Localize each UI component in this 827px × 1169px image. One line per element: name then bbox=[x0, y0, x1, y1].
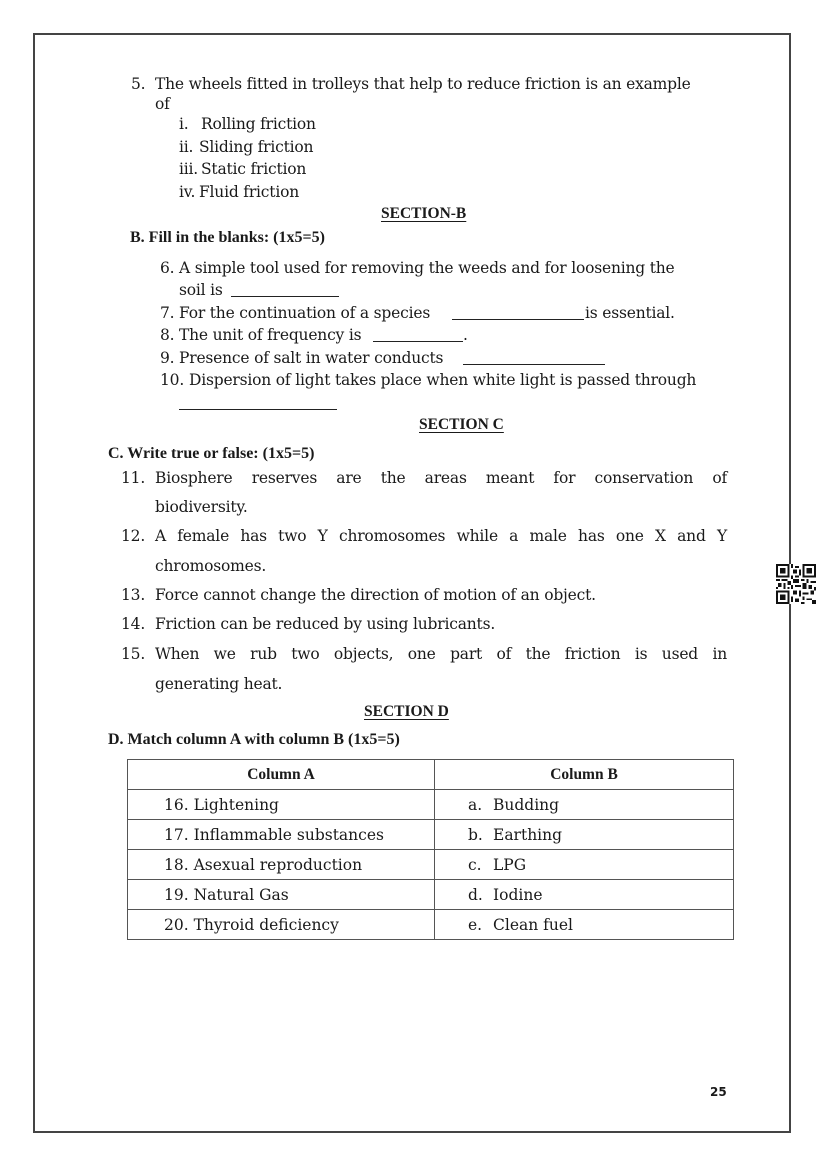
question-text-cont: generating heat. bbox=[155, 675, 283, 693]
option-letter: e. bbox=[468, 915, 483, 934]
option-letter: d. bbox=[468, 885, 483, 904]
column-a-cell: 16. Lightening bbox=[128, 790, 435, 820]
column-b-cell bbox=[435, 910, 734, 940]
question-text: Presence of salt in water conducts bbox=[179, 349, 444, 367]
question-text-cont: biodiversity. bbox=[155, 498, 248, 516]
question-text: For the continuation of a species bbox=[179, 304, 431, 322]
question-number: 11. bbox=[121, 469, 146, 487]
section-title: SECTION C bbox=[419, 416, 504, 433]
answer-blank[interactable] bbox=[373, 327, 463, 342]
question-number: 13. bbox=[121, 586, 146, 604]
page-number: 25 bbox=[710, 1085, 727, 1099]
table-header-row bbox=[128, 760, 734, 790]
column-a-cell: 18. Asexual reproduction bbox=[128, 850, 435, 880]
question-number: 10. bbox=[160, 371, 185, 389]
option-label: Sliding friction bbox=[199, 138, 314, 156]
column-b-cell bbox=[435, 880, 734, 910]
answer-blank[interactable] bbox=[452, 305, 584, 320]
option-label: Static friction bbox=[201, 160, 307, 178]
section-heading: B. Fill in the blanks: (1x5=5) bbox=[130, 229, 325, 246]
question-text: The wheels fitted in trolleys that help to reduce friction is an example bbox=[155, 75, 691, 93]
question-number: 5. bbox=[131, 75, 146, 93]
match-table bbox=[127, 759, 734, 940]
option-value: Budding bbox=[493, 795, 560, 814]
answer-blank[interactable] bbox=[463, 350, 605, 365]
section-heading: C. Write true or false: (1x5=5) bbox=[108, 445, 315, 462]
question-text: Dispersion of light takes place when white light is passed through bbox=[189, 371, 697, 389]
option-value: Earthing bbox=[493, 825, 563, 844]
column-a-cell: 17. Inflammable substances bbox=[128, 820, 435, 850]
section-heading: D. Match column A with column B (1x5=5) bbox=[108, 731, 400, 748]
option-value: LPG bbox=[493, 855, 527, 874]
qr-code-icon[interactable] bbox=[776, 564, 816, 604]
question-text: A female has two Y chromosomes while a male has one X and Y bbox=[155, 527, 727, 545]
question-text: The unit of frequency is bbox=[179, 326, 362, 344]
question-text: Force cannot change the direction of motion of an object. bbox=[155, 586, 596, 604]
option-label: Fluid friction bbox=[199, 183, 299, 201]
question-text-cont: of bbox=[155, 95, 170, 113]
question-text-after: is essential. bbox=[585, 304, 675, 322]
column-b-cell bbox=[435, 850, 734, 880]
column-a-header: Column A bbox=[128, 760, 435, 790]
question-text-cont: soil is bbox=[179, 281, 223, 299]
question-number: 6. bbox=[160, 259, 175, 277]
option-marker: iv. bbox=[179, 183, 196, 201]
question-text: Biosphere reserves are the areas meant for conservation of bbox=[155, 469, 727, 487]
option-marker: i. bbox=[179, 115, 189, 133]
question-number: 14. bbox=[121, 615, 146, 633]
column-a-cell: 20. Thyroid deficiency bbox=[128, 910, 435, 940]
table-row bbox=[128, 910, 734, 940]
question-text-cont: chromosomes. bbox=[155, 557, 267, 575]
table-row bbox=[128, 820, 734, 850]
question-number: 7. bbox=[160, 304, 175, 322]
option-letter: b. bbox=[468, 825, 483, 844]
section-title: SECTION-B bbox=[381, 205, 467, 222]
option-marker: ii. bbox=[179, 138, 194, 156]
question-text-after: . bbox=[463, 326, 468, 344]
option-label: Rolling friction bbox=[201, 115, 316, 133]
table-row bbox=[128, 880, 734, 910]
question-number: 12. bbox=[121, 527, 146, 545]
answer-blank[interactable] bbox=[179, 395, 337, 410]
section-title: SECTION D bbox=[364, 703, 449, 720]
column-b-header: Column B bbox=[435, 760, 734, 790]
question-number: 8. bbox=[160, 326, 175, 344]
question-text: When we rub two objects, one part of the friction is used in bbox=[155, 645, 727, 663]
option-marker: iii. bbox=[179, 160, 198, 178]
option-letter: a. bbox=[468, 795, 483, 814]
column-a-cell: 19. Natural Gas bbox=[128, 880, 435, 910]
page-border bbox=[33, 33, 791, 1133]
column-b-cell bbox=[435, 790, 734, 820]
question-number: 15. bbox=[121, 645, 146, 663]
question-text: A simple tool used for removing the weeds and for loosening the bbox=[179, 259, 675, 277]
question-number: 9. bbox=[160, 349, 175, 367]
option-letter: c. bbox=[468, 855, 482, 874]
question-text: Friction can be reduced by using lubricants. bbox=[155, 615, 496, 633]
option-value: Clean fuel bbox=[493, 915, 573, 934]
table-row bbox=[128, 850, 734, 880]
column-b-cell bbox=[435, 820, 734, 850]
answer-blank[interactable] bbox=[231, 282, 339, 297]
table-row bbox=[128, 790, 734, 820]
option-value: Iodine bbox=[493, 885, 543, 904]
